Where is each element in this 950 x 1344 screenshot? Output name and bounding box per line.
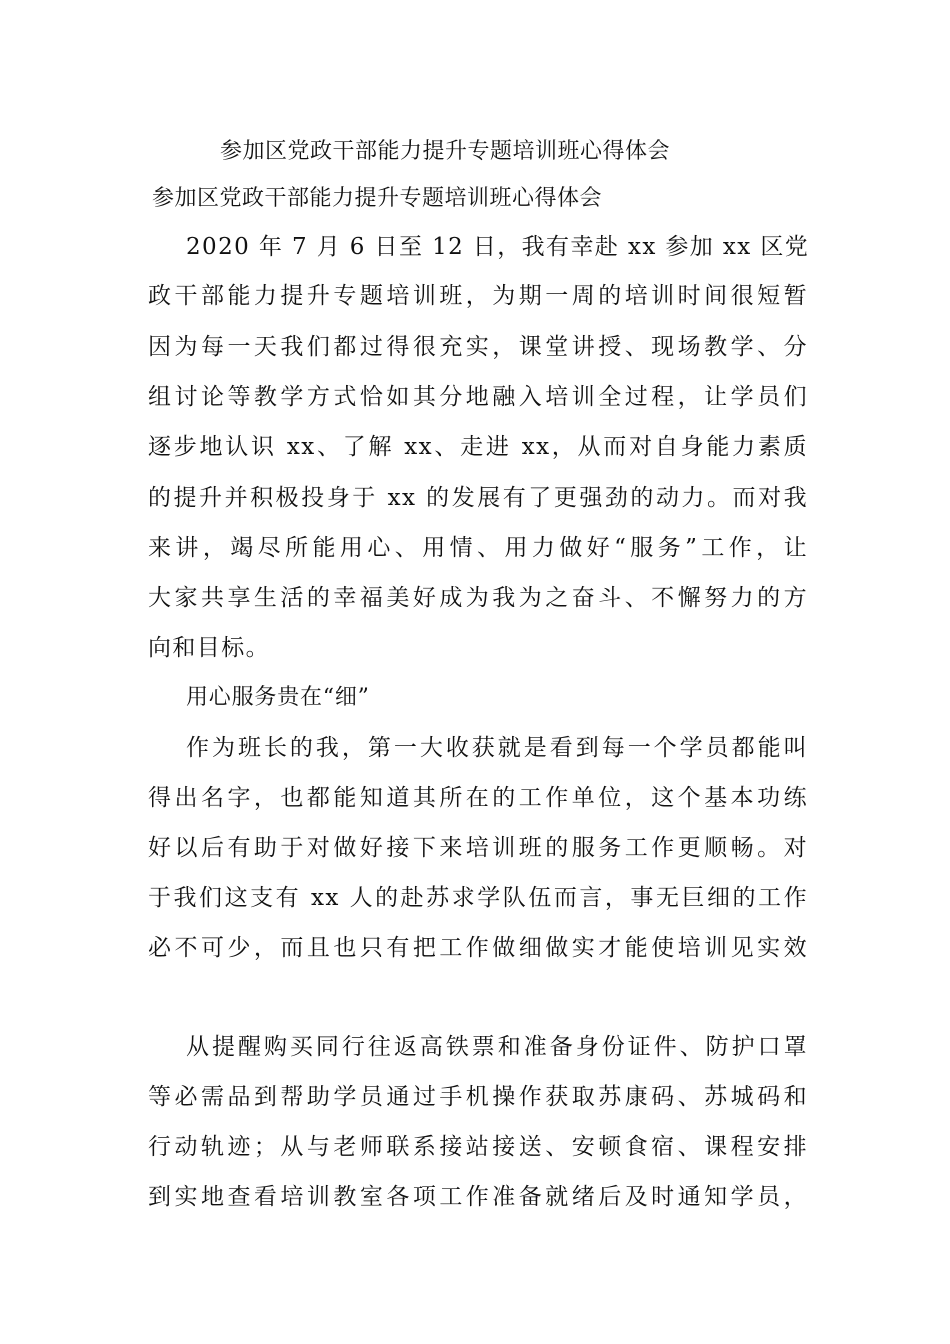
document-subtitle: 参加区党政干部能力提升专题培训班心得体会	[152, 186, 603, 211]
paragraph-1-line: 来讲，竭尽所能用心、用情、用力做好“服务”工作，让	[148, 535, 808, 561]
paragraph-1-line: 2020 年 7 月 6 日至 12 日，我有幸赴 xx 参加 xx 区党	[186, 234, 810, 260]
paragraph-3-line: 等必需品到帮助学员通过手机操作获取苏康码、苏城码和	[148, 1084, 808, 1110]
paragraph-1-line: 因为每一天我们都过得很充实，课堂讲授、现场教学、分	[148, 334, 808, 360]
paragraph-1-line: 大家共享生活的幸福美好成为我为之奋斗、不懈努力的方	[148, 585, 808, 611]
paragraph-2-line: 好以后有助于对做好接下来培训班的服务工作更顺畅。对	[148, 835, 808, 861]
paragraph-3-line: 到实地查看培训教室各项工作准备就绪后及时通知学员，	[148, 1184, 808, 1210]
paragraph-2-line: 得出名字，也都能知道其所在的工作单位，这个基本功练	[148, 785, 808, 811]
paragraph-1-line: 政干部能力提升专题培训班，为期一周的培训时间很短暂	[148, 283, 808, 309]
paragraph-2-line: 作为班长的我，第一大收获就是看到每一个学员都能叫	[186, 735, 808, 761]
paragraph-3-line: 从提醒购买同行往返高铁票和准备身份证件、防护口罩	[186, 1034, 808, 1060]
paragraph-2-line: 于我们这支有 xx 人的赴苏求学队伍而言，事无巨细的工作	[148, 885, 808, 911]
document-title: 参加区党政干部能力提升专题培训班心得体会	[220, 139, 671, 164]
paragraph-3-line: 行动轨迹；从与老师联系接站接送、安顿食宿、课程安排	[148, 1134, 808, 1160]
paragraph-1-line: 组讨论等教学方式恰如其分地融入培训全过程，让学员们	[148, 384, 808, 410]
paragraph-1-line: 的提升并积极投身于 xx 的发展有了更强劲的动力。而对我	[148, 485, 808, 511]
paragraph-2-line: 必不可少，而且也只有把工作做细做实才能使培训见实效	[148, 935, 808, 961]
paragraph-1-line: 逐步地认识 xx、了解 xx、走进 xx，从而对自身能力素质	[148, 434, 808, 460]
section-heading: 用心服务贵在“细”	[186, 685, 370, 710]
paragraph-1-line: 向和目标。	[148, 635, 270, 661]
